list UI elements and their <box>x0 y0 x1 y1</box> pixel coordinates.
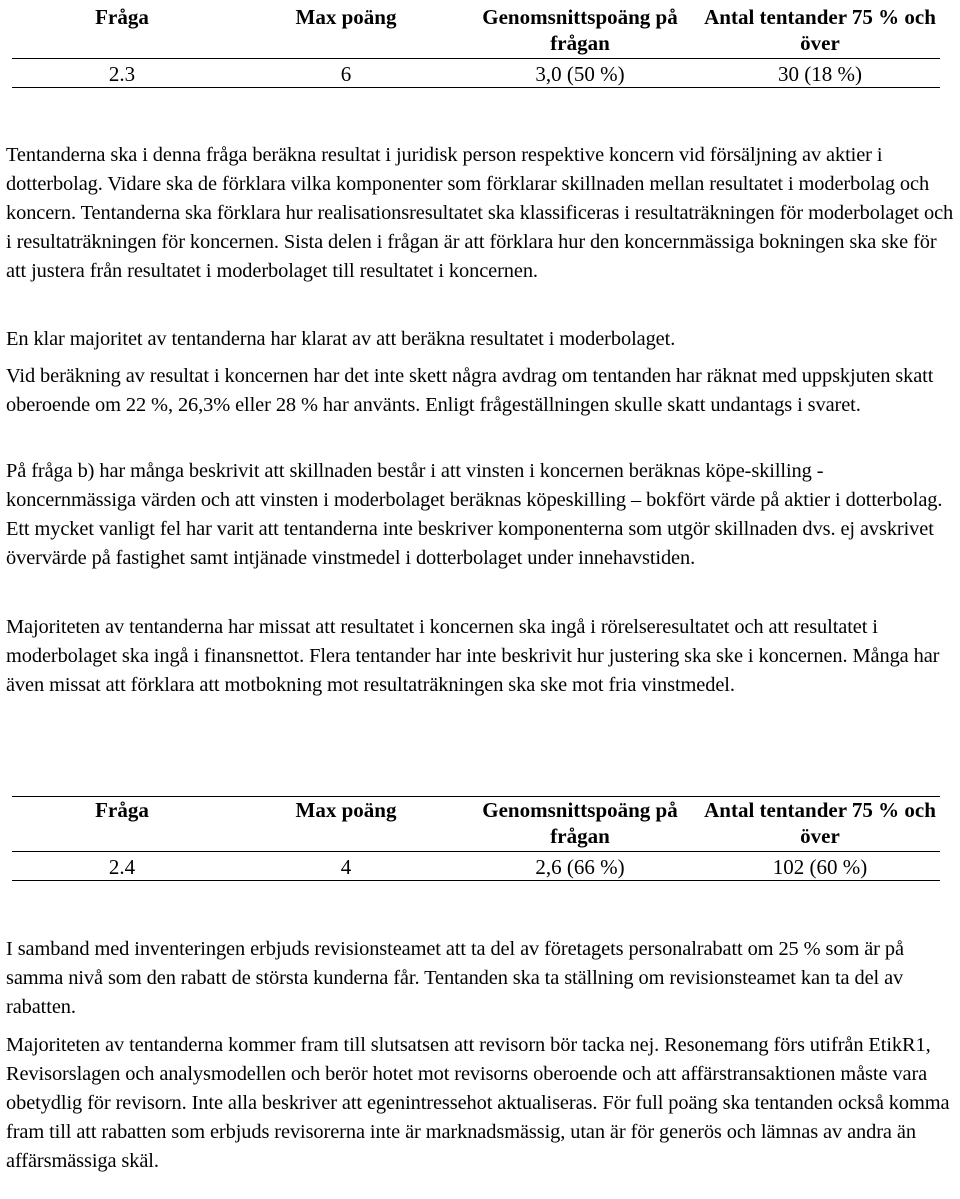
cell-count: 102 (60 %) <box>700 852 940 881</box>
header-max-points: Max poäng <box>232 4 460 59</box>
header-count: Antal tentander 75 % och över <box>700 797 940 852</box>
cell-average: 3,0 (50 %) <box>460 59 700 88</box>
table-row <box>12 852 940 881</box>
score-table-2-3 <box>12 4 940 88</box>
table-header-row <box>12 797 940 852</box>
paragraph-majority-result: En klar majoritet av tentanderna har klarat av att beräkna resultatet i moderbolaget. <box>6 328 676 350</box>
cell-count: 30 (18 %) <box>700 59 940 88</box>
header-question: Fråga <box>12 797 232 852</box>
cell-question: 2.3 <box>12 59 232 88</box>
paragraph-task-description: Tentanderna ska i denna fråga beräkna resultat i juridisk person respektive koncern vid försäljning av aktier i dotterbolag. Vidare ska de förklara vilka komponenter som förklarar skillnaden mellan resultatet i moderbolag och koncern. Tentanderna ska förklara hur realisationsresultatet ska klassificeras i resultaträkningen för moderbolaget och i resultaträkningen för koncernen. Sista delen i frågan är att förklara hur den koncernmässiga bokningen ska ske för att justera från resultatet i moderbolaget till resultatet i koncernen. <box>6 144 954 282</box>
header-count: Antal tentander 75 % och över <box>700 4 940 59</box>
paragraph-missed-classification: Majoriteten av tentanderna har missat att resultatet i koncernen ska ingå i rörelseresultatet och att resultatet i moderbolaget ska ingå i finansnettot. Flera tentander har inte beskrivit hur justering ska ske i koncernen. Många har även missat att förklara att motbokning mot resultaträkningen ska ske mot fria vinstmedel. <box>6 616 940 696</box>
paragraph-question-b: På fråga b) har många beskrivit att skillnaden består i att vinsten i koncernen beräknas köpe-skilling - koncernmässiga värden och att vinsten i moderbolaget beräknas köpeskilling – bokfört värde på aktier i dotterbolag. Ett mycket vanligt fel har varit att tentanderna inte beskriver komponenterna som utgör skillnaden dvs. ej avskrivet övervärde på fastighet samt intjänade vinstmedel i dotterbolaget under innehavstiden. <box>6 460 943 569</box>
header-question: Fråga <box>12 4 232 59</box>
header-average: Genomsnittspoäng på frågan <box>460 4 700 59</box>
cell-average: 2,6 (66 %) <box>460 852 700 881</box>
cell-question: 2.4 <box>12 852 232 881</box>
paragraph-majority-conclusion: Majoriteten av tentanderna kommer fram till slutsatsen att revisorn bör tacka nej. Resonemang förs utifrån EtikR1, Revisorslagen och analysmodellen och berör hotet mot revisorns oberoende och att affärstransaktionen måste vara obetydlig för revisorn. Inte alla beskriver att egenintressehot aktualiseras. För full poäng ska tentanden också komma fram till att rabatten som erbjuds revisorerna inte är marknadsmässig, utan är för generös och lämnas av andra än affärsmässiga skäl. <box>6 1034 950 1172</box>
paragraph-discount-task: I samband med inventeringen erbjuds revisionsteamet att ta del av företagets personalrabatt om 25 % som är på samma nivå som den rabatt de största kunderna får. Tentanden ska ta ställning om revisionsteamet kan ta del av rabatten. <box>6 938 904 1018</box>
table-row <box>12 59 940 88</box>
cell-max-points: 4 <box>232 852 460 881</box>
cell-max-points: 6 <box>232 59 460 88</box>
header-max-points: Max poäng <box>232 797 460 852</box>
header-average: Genomsnittspoäng på frågan <box>460 797 700 852</box>
table-header-row <box>12 4 940 59</box>
score-table-2-4 <box>12 796 940 881</box>
paragraph-deferred-tax: Vid beräkning av resultat i koncernen har det inte skett några avdrag om tentanden har räknat med uppskjuten skatt oberoende om 22 %, 26,3% eller 28 % har använts. Enligt frågeställningen skulle skatt undantags i svaret. <box>6 365 934 416</box>
